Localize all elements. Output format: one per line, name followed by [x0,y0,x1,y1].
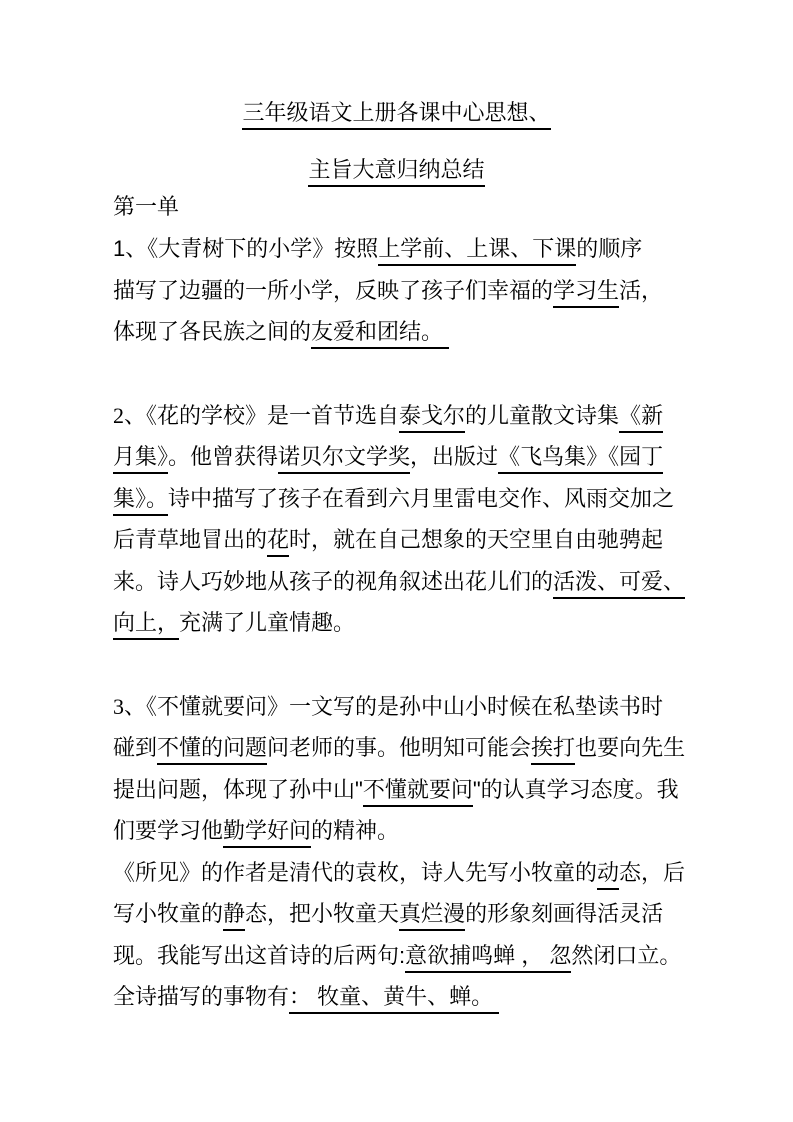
text-run: 充满了儿童情趣。 [179,610,356,635]
text-run: 写小牧童的 [113,901,224,926]
document-title [113,84,680,198]
underlined-text-run: 意欲捕鸣蝉 ， 忽 [405,943,571,973]
text-run: 态，把小牧童天 [245,901,400,926]
underlined-text-run: 上学前、上课、下课 [378,236,576,266]
text-line [113,478,793,520]
underlined-text-run: 月集》 [113,444,168,474]
text-run: 的精神。 [311,818,400,843]
text-run: 1、《大青树下的小学》按照 [113,236,379,261]
underlined-text-run: 学习生 [553,278,619,308]
text-run: 问老师的事。他明知可能会 [267,735,532,760]
paragraph-1 [113,228,793,353]
text-run: ，出版过 [410,444,499,469]
book-title-text-run: 3、《不懂就要问》 [113,693,290,719]
text-line [113,935,793,977]
text-run: "的认真学习态度。我 [472,776,679,802]
underlined-text-run: ： 牧童、黄牛、蝉。 [289,984,499,1014]
underlined-text-run: 向上， [113,610,179,640]
text-line [113,561,793,603]
title-line-2-text: 主旨大意归纳总结 [308,157,484,187]
text-run: 时，就在自己想象的天空里自由驰骋起 [289,527,664,552]
text-run: 一文写的是孙中山小时候在私垫读书时 [289,693,664,719]
underlined-text-run: 勤学好问 [223,818,311,848]
text-line [113,810,793,852]
text-run: 碰到 [113,735,158,760]
text-run: 也要向先生 [575,735,686,760]
text-line [113,686,793,728]
underlined-text-run: 静 [223,901,245,931]
underlined-text-run: 集》。 [113,486,168,516]
book-title-text-run: 《所见》 [113,859,202,885]
text-line [113,228,793,270]
text-line [113,893,793,935]
text-run: 的形象刻画得活灵活 [465,901,664,926]
underlined-text-run: 活泼、可爱、 [553,569,685,599]
text-run: 的儿童散文诗集 [465,402,620,428]
underlined-text-run: 《新 [619,403,663,433]
underlined-text-run: 不懂就要问 [363,777,473,807]
title-line-1-text: 三年级语文上册各课中心思想、 [242,100,550,130]
paragraph-2 [113,395,793,644]
text-run: 诗中描写了孩子在看到六月里雷电交作、风雨交加之 [168,485,675,511]
text-run: 是一首节选自 [267,402,400,428]
text-run: 描写了边疆的一所小学，反映了孩子们幸福的 [113,277,554,303]
text-line [113,976,793,1018]
book-title-text-run: 2、《花的学校》 [113,402,268,428]
text-line [113,519,793,561]
underlined-text-run: 花 [267,527,289,557]
text-run: 。他曾获得 [168,444,279,469]
underlined-text-run: 动 [597,860,619,890]
text-run: 的作者是清代的袁枚，诗人先写小牧童的 [201,859,598,885]
text-run: 全诗描写的事物有 [113,984,290,1009]
text-run: 态，后 [619,859,686,885]
text-line [113,727,793,769]
section-heading: 第一单 [113,194,180,219]
underlined-text-run: 泰戈尔 [399,403,465,433]
text-run: 体现了各民族之间的 [113,319,312,344]
paragraph-4 [113,852,793,1018]
text-line [113,602,793,644]
text-run: 提出问题，体现了孙中山" [113,776,363,802]
text-line [113,436,793,478]
text-run: 现。我能写出这首诗的后两句: [113,942,406,968]
text-run: 活， [619,277,664,303]
title-line-1 [113,84,680,141]
underlined-text-run: 不懂的问题 [157,735,267,765]
text-line [113,769,793,811]
text-run: 的顺序 [576,236,643,261]
underlined-text-run: 真烂漫 [399,901,465,931]
underlined-text-run: 《飞鸟集》《园丁 [498,444,663,474]
text-line [113,311,793,353]
text-line [113,270,793,312]
text-run: 们要学习他 [113,818,224,843]
text-run: 来。诗人巧妙地从孩子的视角叙述出花儿们的 [113,568,554,594]
underlined-text-run: 挨打 [531,735,575,765]
text-line [113,395,793,437]
text-line [113,852,793,894]
paragraph-3 [113,686,793,852]
document-body [113,228,793,1018]
underlined-text-run: 诺贝尔文学奖 [278,444,410,474]
underlined-text-run: 友爱和团结。 [311,319,449,349]
text-run: 后青草地冒出的 [113,527,268,552]
text-run: 然闭口立。 [571,942,682,968]
